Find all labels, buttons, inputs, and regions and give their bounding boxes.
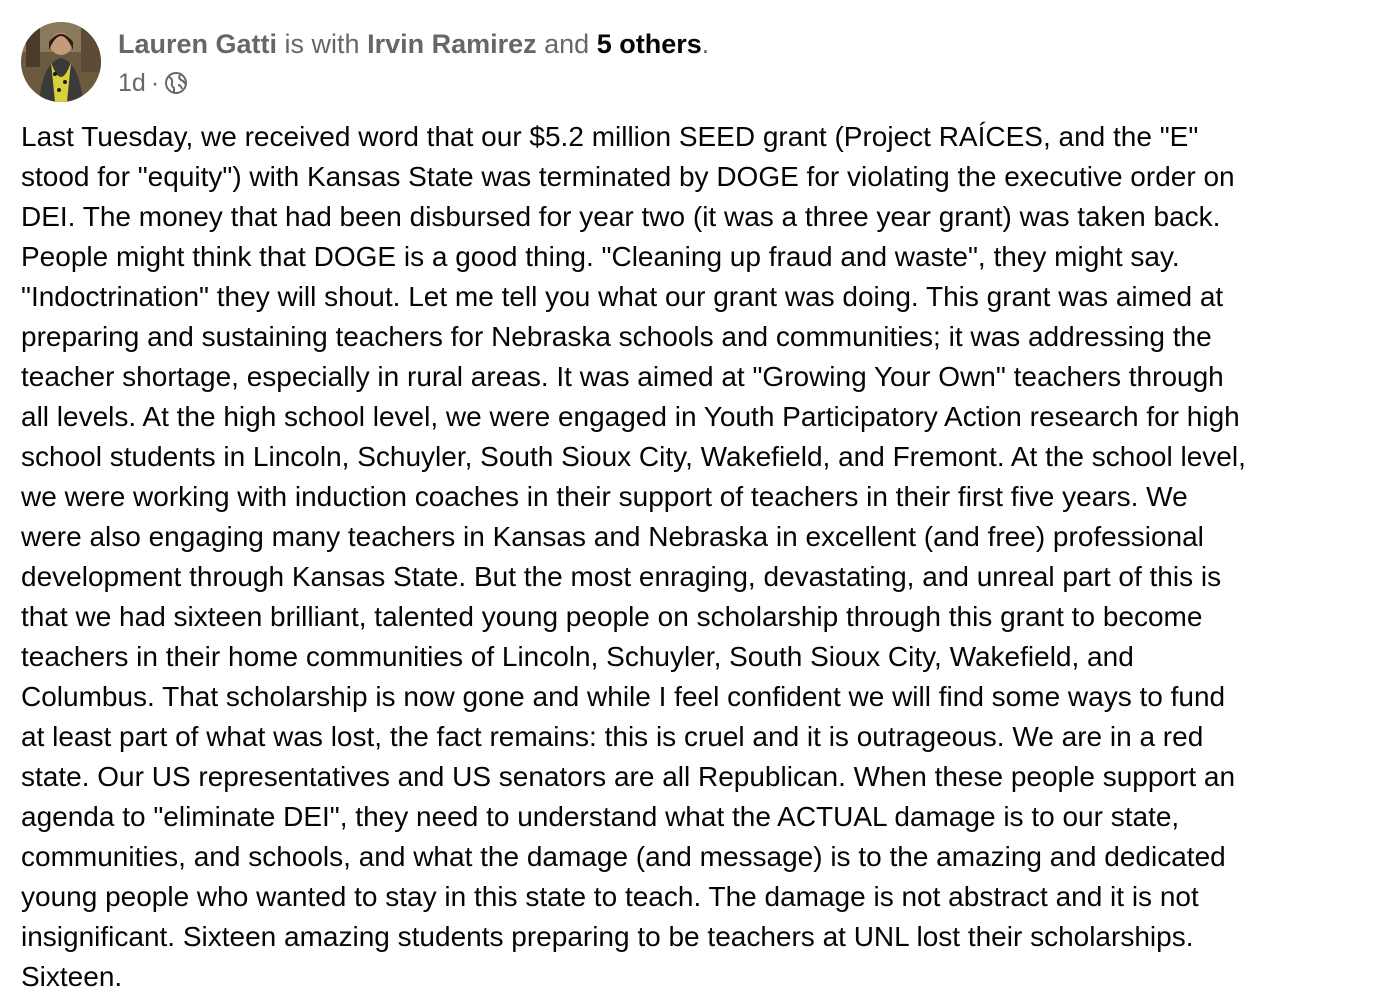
post-text-line: at least part of what was lost, the fact remains: this is cruel and it is outrageous. We are in a red — [21, 721, 1204, 752]
post-header — [21, 22, 709, 104]
globe-icon[interactable] — [164, 71, 188, 95]
post-text-line: stood for "equity") with Kansas State was terminated by DOGE for violating the executive order on — [21, 161, 1235, 192]
post-meta — [118, 22, 709, 98]
post-text-line: were also engaging many teachers in Kansas and Nebraska in excellent (and free) professional — [21, 521, 1204, 552]
with-text: is with — [277, 29, 368, 59]
post-text-line: school students in Lincoln, Schuyler, South Sioux City, Wakefield, and Fremont. At the school level, — [21, 441, 1246, 472]
post-text-line: Sixteen. — [21, 961, 123, 992]
post-text-line: teachers in their home communities of Lincoln, Schuyler, South Sioux City, Wakefield, and — [21, 641, 1134, 672]
post-text-line: state. Our US representatives and US senators are all Republican. When these people support an — [21, 761, 1236, 792]
author-name-link[interactable]: Lauren Gatti — [118, 29, 278, 59]
post-text-line: insignificant. Sixteen amazing students preparing to be teachers at UNL lost their scholarships. — [21, 921, 1194, 952]
post-text-line: communities, and schools, and what the damage (and message) is to the amazing and dedicated — [21, 841, 1226, 872]
post-text-line: development through Kansas State. But the most enraging, devastating, and unreal part of this is — [21, 561, 1222, 592]
author-avatar[interactable] — [21, 22, 101, 102]
post-text-line: that we had sixteen brilliant, talented young people on scholarship through this grant to become — [21, 601, 1203, 632]
post-text-line: agenda to "eliminate DEI", they need to understand what the ACTUAL damage is to our state, — [21, 801, 1180, 832]
post-text-line: DEI. The money that had been disbursed for year two (it was a three year grant) was taken back. — [21, 201, 1221, 232]
avatar-photo — [21, 22, 101, 102]
post-text-line: teacher shortage, especially in rural areas. It was aimed at "Growing Your Own" teachers through — [21, 361, 1224, 392]
and-text: and — [536, 29, 597, 59]
post-text-line: preparing and sustaining teachers for Nebraska schools and communities; it was addressing the — [21, 321, 1212, 352]
post-text-line: young people who wanted to stay in this state to teach. The damage is not abstract and it is not — [21, 881, 1199, 912]
post-text-line: People might think that DOGE is a good thing. "Cleaning up fraud and waste", they might say. — [21, 241, 1180, 272]
post-body-text — [21, 117, 1371, 997]
separator-dot: · — [150, 69, 160, 97]
post-text-line: we were working with induction coaches in their support of teachers in their first five years. We — [21, 481, 1188, 512]
post-text-line: "Indoctrination" they will shout. Let me tell you what our grant was doing. This grant was aimed at — [21, 281, 1224, 312]
post-text-line: Last Tuesday, we received word that our $5.2 million SEED grant (Project RAÍCES, and the "E" — [21, 121, 1199, 152]
post-subline — [118, 68, 709, 98]
post-timestamp[interactable]: 1d — [118, 69, 146, 97]
post-text-line: Columbus. That scholarship is now gone and while I feel confident we will find some ways to fund — [21, 681, 1226, 712]
others-link[interactable]: 5 others — [596, 29, 702, 59]
post-text-line: all levels. At the high school level, we were engaged in Youth Participatory Action research for high — [21, 401, 1240, 432]
actor-line — [118, 28, 709, 60]
tagged-person-link[interactable]: Irvin Ramirez — [367, 29, 537, 59]
period-text: . — [701, 29, 710, 59]
